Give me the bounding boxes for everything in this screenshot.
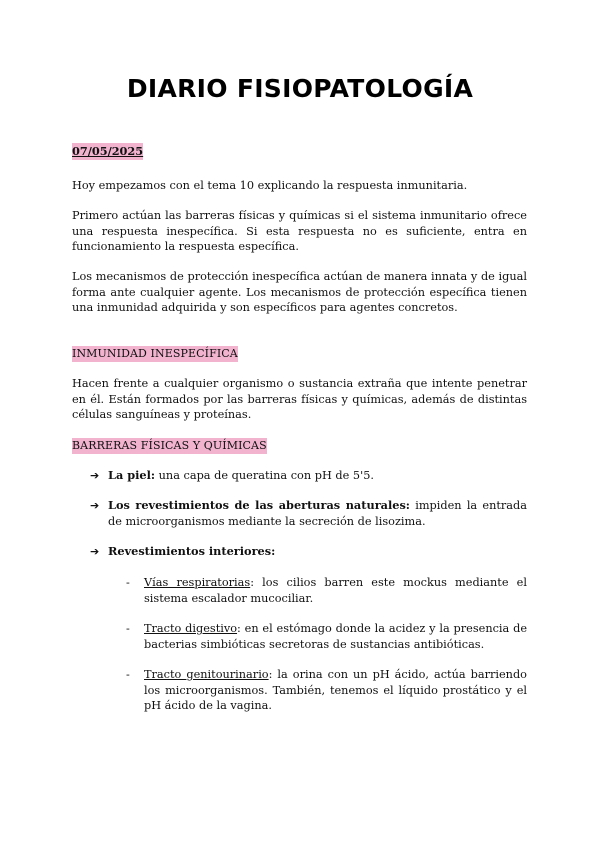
bullet-term: La piel: <box>108 468 156 482</box>
sub-item-term: Tracto digestivo <box>144 622 238 635</box>
sub-item-term: Tracto genitourinario <box>144 668 269 681</box>
section-heading-barreras: BARRERAS FÍSICAS Y QUÍMICAS <box>72 439 267 452</box>
bullet-description: impiden la entrada de microorganismos mediante la secreción de lisozima. <box>108 499 528 528</box>
sub-item-text <box>144 621 527 652</box>
bullet-term: Los revestimientos de las aberturas naturales: <box>108 498 410 512</box>
paragraph-mechanisms: Los mecanismos de protección inespecífica actúan de manera innata y de igual forma ante cualquier agente. Los mecanismos de protección específica tienen una inmunidad adquirida y son específicos para agentes concretos. <box>72 270 527 315</box>
entry-date-line <box>72 144 527 160</box>
sub-item-description: : los cilios barren este mockus mediante el sistema escalador mucociliar. <box>144 576 527 605</box>
dash-bullet: - <box>126 622 130 635</box>
section-heading-inespecifica: INMUNIDAD INESPECÍFICA <box>72 347 238 360</box>
sub-item-description: : la orina con un pH ácido, actúa barriendo los microorganismos. También, tenemos el líquido prostático y el pH ácido de la vagina. <box>144 668 527 713</box>
bullet-text <box>108 468 527 484</box>
paragraph-intro: Hoy empezamos con el tema 10 explicando la respuesta inmunitaria. <box>72 179 468 192</box>
bullet-description: una capa de queratina con pH de 5'5. <box>155 469 374 482</box>
bullet-item <box>90 468 527 484</box>
dash-bullet: - <box>126 668 130 681</box>
arrow-bullet-icon: ➔ <box>90 469 100 482</box>
subsection-heading-line <box>72 438 527 454</box>
document-title: DIARIO FISIOPATOLOGÍA <box>126 74 474 103</box>
bullet-text <box>108 544 527 560</box>
paragraph-barriers: Primero actúan las barreras físicas y químicas si el sistema inmunitario ofrece una respuesta inespecífica. Si esta respuesta no es suficiente, entra en funcionamiento la respuesta específica. <box>72 209 527 254</box>
sub-list-item <box>126 621 527 652</box>
sub-item-text <box>144 575 527 606</box>
entry-date: 07/05/2025 <box>72 144 144 158</box>
sub-list-item <box>126 667 527 714</box>
bullet-item <box>90 498 527 529</box>
sub-list-item <box>126 575 527 606</box>
bullet-text <box>108 498 527 529</box>
arrow-bullet-icon: ➔ <box>90 545 100 558</box>
sub-item-term: Vías respiratorias <box>144 576 251 589</box>
sub-item-description: : en el estómago donde la acidez y la presencia de bacterias simbióticas secretoras de sustancias antibióticas. <box>144 622 528 651</box>
dash-bullet: - <box>126 576 130 589</box>
sub-item-text <box>144 667 527 714</box>
section-heading-line <box>72 346 527 362</box>
bullet-item <box>90 544 527 560</box>
arrow-bullet-icon: ➔ <box>90 499 100 512</box>
bullet-term: Revestimientos interiores: <box>108 544 276 558</box>
paragraph-inespecifica: Hacen frente a cualquier organismo o sustancia extraña que intente penetrar en él. Están formados por las barreras físicas y químicas, además de distintas células sanguíneas y proteínas. <box>72 377 527 422</box>
